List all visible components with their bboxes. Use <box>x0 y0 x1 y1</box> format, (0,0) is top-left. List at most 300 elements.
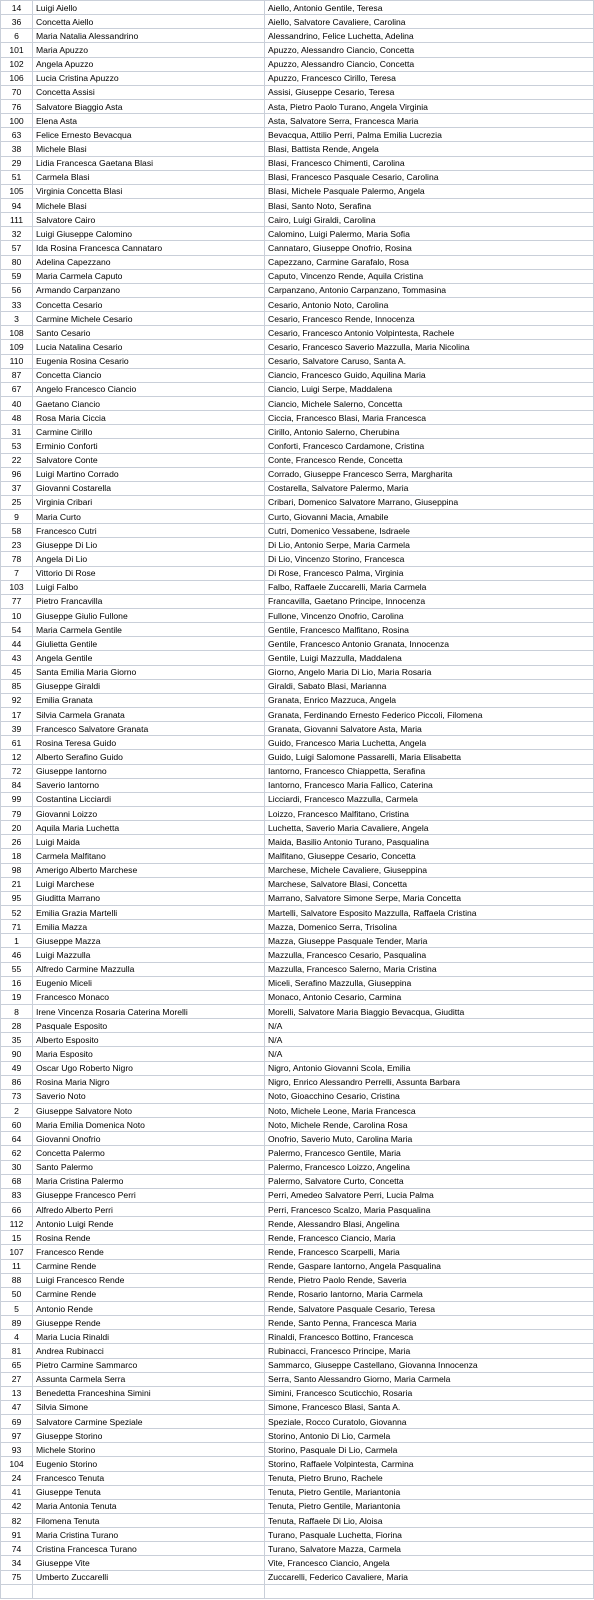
table-row <box>1 1287 594 1301</box>
person-name-cell: Rosa Maria Ciccia <box>33 411 265 425</box>
person-name-cell: Santo Cesario <box>33 326 265 340</box>
record-number-cell: 91 <box>1 1528 33 1542</box>
table-row <box>1 807 594 821</box>
table-row <box>1 580 594 594</box>
table-row <box>1 1570 594 1584</box>
table-row <box>1 495 594 509</box>
person-name-cell: Giuseppe Giraldi <box>33 679 265 693</box>
parents-cell: Malfitano, Giuseppe Cesario, Concetta <box>265 849 594 863</box>
record-number-cell: 25 <box>1 495 33 509</box>
table-row <box>1 1146 594 1160</box>
person-name-cell: Ida Rosina Francesca Cannataro <box>33 241 265 255</box>
person-name-cell: Angela Gentile <box>33 651 265 665</box>
person-name-cell: Francesco Salvatore Granata <box>33 722 265 736</box>
person-name-cell: Francesco Tenuta <box>33 1471 265 1485</box>
record-number-cell: 32 <box>1 227 33 241</box>
person-name-cell: Cristina Francesca Turano <box>33 1542 265 1556</box>
record-number-cell: 106 <box>1 71 33 85</box>
parents-cell: Mazza, Giuseppe Pasquale Tender, Maria <box>265 934 594 948</box>
table-row <box>1 538 594 552</box>
table-row <box>1 976 594 990</box>
parents-cell: N/A <box>265 1033 594 1047</box>
table-row <box>1 396 594 410</box>
person-name-cell: Giuseppe Iantorno <box>33 764 265 778</box>
parents-cell: Rende, Salvatore Pasquale Cesario, Teresa <box>265 1301 594 1315</box>
parents-cell: Ciancio, Francesco Guido, Aquilina Maria <box>265 368 594 382</box>
table-row <box>1 524 594 538</box>
parents-cell: Fullone, Vincenzo Onofrio, Carolina <box>265 609 594 623</box>
person-name-cell: Salvatore Cairo <box>33 213 265 227</box>
parents-cell: Marrano, Salvatore Simone Serpe, Maria Concetta <box>265 891 594 905</box>
person-name-cell: Francesco Monaco <box>33 990 265 1004</box>
parents-cell: Mazzulla, Francesco Cesario, Pasqualina <box>265 948 594 962</box>
person-name-cell: Carmela Malfitano <box>33 849 265 863</box>
table-row <box>1 1160 594 1174</box>
parents-cell: Perri, Amedeo Salvatore Perri, Lucia Palma <box>265 1188 594 1202</box>
record-number-cell: 63 <box>1 128 33 142</box>
parents-cell: Calomino, Luigi Palermo, Maria Sofia <box>265 227 594 241</box>
table-row <box>1 891 594 905</box>
person-name-cell: Pasquale Esposito <box>33 1019 265 1033</box>
table-row <box>1 354 594 368</box>
parents-cell: Blasi, Michele Pasquale Palermo, Angela <box>265 184 594 198</box>
parents-cell: Nigro, Antonio Giovanni Scola, Emilia <box>265 1061 594 1075</box>
table-row <box>1 736 594 750</box>
table-row <box>1 1316 594 1330</box>
person-name-cell: Alberto Esposito <box>33 1033 265 1047</box>
parents-cell: Caputo, Vincenzo Rende, Aquila Cristina <box>265 269 594 283</box>
person-name-cell: Alfredo Alberto Perri <box>33 1202 265 1216</box>
parents-cell: Gentile, Francesco Malfitano, Rosina <box>265 623 594 637</box>
parents-cell: Granata, Giovanni Salvatore Asta, Maria <box>265 722 594 736</box>
person-name-cell: Salvatore Conte <box>33 453 265 467</box>
parents-cell: Palermo, Francesco Loizzo, Angelina <box>265 1160 594 1174</box>
record-number-cell: 48 <box>1 411 33 425</box>
table-row <box>1 877 594 891</box>
table-row <box>1 481 594 495</box>
table-row <box>1 326 594 340</box>
parents-cell: Bevacqua, Attilio Perri, Palma Emilia Lucrezia <box>265 128 594 142</box>
record-number-cell: 29 <box>1 156 33 170</box>
table-row <box>1 227 594 241</box>
record-number-cell: 81 <box>1 1344 33 1358</box>
parents-cell: Cesario, Salvatore Caruso, Santa A. <box>265 354 594 368</box>
person-name-cell: Concetta Aiello <box>33 15 265 29</box>
person-name-cell: Maria Carmela Caputo <box>33 269 265 283</box>
table-row <box>1 1273 594 1287</box>
parents-cell: Asta, Salvatore Serra, Francesca Maria <box>265 114 594 128</box>
person-name-cell: Giuseppe Salvatore Noto <box>33 1103 265 1117</box>
person-name-cell: Erminio Conforti <box>33 439 265 453</box>
table-row <box>1 1075 594 1089</box>
parents-cell: Blasi, Battista Rende, Angela <box>265 142 594 156</box>
person-name-cell: Irene Vincenza Rosaria Caterina Morelli <box>33 1004 265 1018</box>
table-row <box>1 170 594 184</box>
person-name-cell: Benedetta Franceshina Simini <box>33 1386 265 1400</box>
person-name-cell: Andrea Rubinacci <box>33 1344 265 1358</box>
table-row <box>1 15 594 29</box>
record-number-cell: 87 <box>1 368 33 382</box>
person-name-cell: Giulietta Gentile <box>33 637 265 651</box>
record-number-cell: 56 <box>1 283 33 297</box>
record-number-cell: 70 <box>1 85 33 99</box>
parents-cell: Noto, Michele Leone, Maria Francesca <box>265 1103 594 1117</box>
table-row <box>1 637 594 651</box>
record-number-cell: 43 <box>1 651 33 665</box>
record-number-cell: 95 <box>1 891 33 905</box>
person-name-cell: Concetta Cesario <box>33 297 265 311</box>
parents-cell: Di Rose, Francesco Palma, Virginia <box>265 566 594 580</box>
table-row <box>1 1047 594 1061</box>
person-name-cell: Concetta Ciancio <box>33 368 265 382</box>
parents-cell: Rende, Rosario Iantorno, Maria Carmela <box>265 1287 594 1301</box>
table-row <box>1 1330 594 1344</box>
record-number-cell: 83 <box>1 1188 33 1202</box>
record-number-cell: 47 <box>1 1400 33 1414</box>
person-name-cell: Maria Apuzzo <box>33 43 265 57</box>
person-name-cell: Luigi Marchese <box>33 877 265 891</box>
table-row <box>1 1245 594 1259</box>
person-name-cell: Lidia Francesca Gaetana Blasi <box>33 156 265 170</box>
table-row <box>1 1301 594 1315</box>
person-name-cell: Giuseppe Storino <box>33 1429 265 1443</box>
parents-cell: Ciancio, Michele Salerno, Concetta <box>265 396 594 410</box>
table-row <box>1 57 594 71</box>
record-number-cell: 52 <box>1 906 33 920</box>
record-number-cell: 74 <box>1 1542 33 1556</box>
table-row <box>1 764 594 778</box>
table-row <box>1 1556 594 1570</box>
record-number-cell: 73 <box>1 1089 33 1103</box>
person-name-cell: Francesco Cutri <box>33 524 265 538</box>
record-number-cell: 102 <box>1 57 33 71</box>
person-name-cell: Luigi Falbo <box>33 580 265 594</box>
parents-cell: Blasi, Santo Noto, Serafina <box>265 198 594 212</box>
record-number-cell: 76 <box>1 99 33 113</box>
record-number-cell: 42 <box>1 1499 33 1513</box>
parents-cell: Palermo, Salvatore Curto, Concetta <box>265 1174 594 1188</box>
record-number-cell: 1 <box>1 934 33 948</box>
record-number-cell: 108 <box>1 326 33 340</box>
table-row <box>1 651 594 665</box>
parents-cell: Tenuta, Raffaele Di Lio, Aloisa <box>265 1514 594 1528</box>
parents-cell: Assisi, Giuseppe Cesario, Teresa <box>265 85 594 99</box>
person-name-cell: Luigi Aiello <box>33 1 265 15</box>
person-name-cell: Gaetano Ciancio <box>33 396 265 410</box>
parents-cell: Ciccia, Francesco Blasi, Maria Francesca <box>265 411 594 425</box>
person-name-cell: Adelina Capezzano <box>33 255 265 269</box>
record-number-cell: 54 <box>1 623 33 637</box>
person-name-cell: Giuseppe Giulio Fullone <box>33 609 265 623</box>
person-name-cell: Eugenio Storino <box>33 1457 265 1471</box>
record-number-cell: 60 <box>1 1118 33 1132</box>
parents-cell: Sammarco, Giuseppe Castellano, Giovanna Innocenza <box>265 1358 594 1372</box>
table-row <box>1 411 594 425</box>
table-row <box>1 863 594 877</box>
table-row <box>1 1457 594 1471</box>
table-row <box>1 283 594 297</box>
person-name-cell: Alberto Serafino Guido <box>33 750 265 764</box>
person-name-cell: Maria Cristina Turano <box>33 1528 265 1542</box>
table-row <box>1 906 594 920</box>
person-name-cell: Maria Cristina Palermo <box>33 1174 265 1188</box>
parents-cell: Simini, Francesco Scuticchio, Rosaria <box>265 1386 594 1400</box>
person-name-cell: Angela Apuzzo <box>33 57 265 71</box>
person-name-cell: Elena Asta <box>33 114 265 128</box>
record-number-cell: 27 <box>1 1372 33 1386</box>
person-name-cell: Luigi Giuseppe Calomino <box>33 227 265 241</box>
table-row <box>1 1231 594 1245</box>
person-name-cell: Amerigo Alberto Marchese <box>33 863 265 877</box>
parents-cell: Marchese, Michele Cavaliere, Giuseppina <box>265 863 594 877</box>
record-number-cell: 30 <box>1 1160 33 1174</box>
record-number-cell: 65 <box>1 1358 33 1372</box>
person-name-cell: Giuseppe Tenuta <box>33 1485 265 1499</box>
table-row <box>1 1089 594 1103</box>
record-number-cell: 6 <box>1 29 33 43</box>
record-number-cell: 5 <box>1 1301 33 1315</box>
table-row <box>1 990 594 1004</box>
parents-cell: Gentile, Francesco Antonio Granata, Innocenza <box>265 637 594 651</box>
record-number-cell: 71 <box>1 920 33 934</box>
parents-cell: Guido, Luigi Salomone Passarelli, Maria Elisabetta <box>265 750 594 764</box>
table-row <box>1 467 594 481</box>
person-name-cell: Silvia Carmela Granata <box>33 708 265 722</box>
parents-cell: Storino, Antonio Di Lio, Carmela <box>265 1429 594 1443</box>
person-name-cell: Assunta Carmela Serra <box>33 1372 265 1386</box>
parents-cell: Asta, Pietro Paolo Turano, Angela Virginia <box>265 99 594 113</box>
person-name-cell: Giuseppe Di Lio <box>33 538 265 552</box>
person-name-cell: Saverio Noto <box>33 1089 265 1103</box>
parents-cell: Turano, Salvatore Mazza, Carmela <box>265 1542 594 1556</box>
record-number-cell: 50 <box>1 1287 33 1301</box>
parents-cell: Capezzano, Carmine Garafalo, Rosa <box>265 255 594 269</box>
table-row <box>1 213 594 227</box>
record-number-cell: 10 <box>1 609 33 623</box>
record-number-cell: 93 <box>1 1443 33 1457</box>
record-number-cell: 107 <box>1 1245 33 1259</box>
person-name-cell: Armando Carpanzano <box>33 283 265 297</box>
table-row <box>1 1033 594 1047</box>
table-row <box>1 1188 594 1202</box>
person-name-cell: Michele Blasi <box>33 142 265 156</box>
person-name-cell: Maria Emilia Domenica Noto <box>33 1118 265 1132</box>
record-number-cell: 18 <box>1 849 33 863</box>
person-name-cell: Emilia Granata <box>33 693 265 707</box>
table-row <box>1 439 594 453</box>
table-row <box>1 693 594 707</box>
person-name-cell: Virginia Concetta Blasi <box>33 184 265 198</box>
parents-cell: Rinaldi, Francesco Bottino, Francesca <box>265 1330 594 1344</box>
record-number-cell: 39 <box>1 722 33 736</box>
record-number-cell: 66 <box>1 1202 33 1216</box>
person-name-cell: Giuseppe Rende <box>33 1316 265 1330</box>
record-number-cell: 23 <box>1 538 33 552</box>
table-row <box>1 382 594 396</box>
parents-cell: Vite, Francesco Ciancio, Angela <box>265 1556 594 1570</box>
table-row <box>1 1217 594 1231</box>
record-number-cell: 103 <box>1 580 33 594</box>
parents-cell: Apuzzo, Francesco Cirillo, Teresa <box>265 71 594 85</box>
table-row <box>1 750 594 764</box>
table-row <box>1 934 594 948</box>
parents-cell: Cesario, Francesco Antonio Volpintesta, Rachele <box>265 326 594 340</box>
record-number-cell: 3 <box>1 312 33 326</box>
table-row <box>1 792 594 806</box>
record-number-cell: 11 <box>1 1259 33 1273</box>
table-row <box>1 1443 594 1457</box>
person-name-cell: Carmine Rende <box>33 1287 265 1301</box>
record-number-cell: 77 <box>1 594 33 608</box>
table-row <box>1 1118 594 1132</box>
parents-cell: Onofrio, Saverio Muto, Carolina Maria <box>265 1132 594 1146</box>
parents-cell: Blasi, Francesco Chimenti, Carolina <box>265 156 594 170</box>
record-number-cell: 98 <box>1 863 33 877</box>
table-row <box>1 1061 594 1075</box>
parents-cell: Noto, Michele Rende, Carolina Rosa <box>265 1118 594 1132</box>
parents-cell: Marchese, Salvatore Blasi, Concetta <box>265 877 594 891</box>
table-row <box>1 114 594 128</box>
parents-cell: Cairo, Luigi Giraldi, Carolina <box>265 213 594 227</box>
parents-cell: Monaco, Antonio Cesario, Carmina <box>265 990 594 1004</box>
parents-cell: Rende, Francesco Scarpelli, Maria <box>265 1245 594 1259</box>
record-number-cell: 16 <box>1 976 33 990</box>
table-row <box>1 609 594 623</box>
person-name-cell: Pietro Francavilla <box>33 594 265 608</box>
parents-cell: Simone, Francesco Blasi, Santa A. <box>265 1400 594 1414</box>
record-number-cell: 57 <box>1 241 33 255</box>
person-name-cell: Giovanni Loizzo <box>33 807 265 821</box>
person-name-cell: Alfredo Carmine Mazzulla <box>33 962 265 976</box>
record-number-cell: 97 <box>1 1429 33 1443</box>
record-number-cell: 37 <box>1 481 33 495</box>
person-name-cell: Giovanni Onofrio <box>33 1132 265 1146</box>
parents-cell: Apuzzo, Alessandro Ciancio, Concetta <box>265 43 594 57</box>
person-name-cell: Vittorio Di Rose <box>33 566 265 580</box>
record-number-cell: 19 <box>1 990 33 1004</box>
records-table-body <box>1 1 594 1599</box>
parents-cell: N/A <box>265 1047 594 1061</box>
table-row <box>1 241 594 255</box>
record-number-cell: 2 <box>1 1103 33 1117</box>
person-name-cell: Antonio Rende <box>33 1301 265 1315</box>
record-number-cell: 21 <box>1 877 33 891</box>
person-name-cell: Oscar Ugo Roberto Nigro <box>33 1061 265 1075</box>
table-row <box>1 1415 594 1429</box>
parents-cell: Cutri, Domenico Vessabene, Isdraele <box>265 524 594 538</box>
person-name-cell: Carmela Blasi <box>33 170 265 184</box>
record-number-cell: 53 <box>1 439 33 453</box>
table-row <box>1 71 594 85</box>
parents-cell: Rende, Alessandro Blasi, Angelina <box>265 1217 594 1231</box>
parents-cell: Cirillo, Antonio Salerno, Cherubina <box>265 425 594 439</box>
table-row <box>1 920 594 934</box>
table-row <box>1 849 594 863</box>
person-name-cell: Pietro Carmine Sammarco <box>33 1358 265 1372</box>
record-number-cell: 96 <box>1 467 33 481</box>
record-number-cell: 72 <box>1 764 33 778</box>
table-row <box>1 368 594 382</box>
record-number-cell: 100 <box>1 114 33 128</box>
table-row <box>1 340 594 354</box>
record-number-cell: 9 <box>1 510 33 524</box>
person-name-cell: Salvatore Carmine Speziale <box>33 1415 265 1429</box>
record-number-cell: 49 <box>1 1061 33 1075</box>
person-name-cell: Maria Lucia Rinaldi <box>33 1330 265 1344</box>
table-row <box>1 1400 594 1414</box>
record-number-cell: 78 <box>1 552 33 566</box>
table-row <box>1 29 594 43</box>
person-name-cell: Felice Ernesto Bevacqua <box>33 128 265 142</box>
person-name-cell: Giuseppe Vite <box>33 1556 265 1570</box>
record-number-cell: 45 <box>1 665 33 679</box>
person-name-cell: Maria Curto <box>33 510 265 524</box>
table-row <box>1 1514 594 1528</box>
table-row <box>1 1372 594 1386</box>
table-row <box>1 1429 594 1443</box>
record-number-cell: 62 <box>1 1146 33 1160</box>
parents-cell: Palermo, Francesco Gentile, Maria <box>265 1146 594 1160</box>
person-name-cell: Eugenio Miceli <box>33 976 265 990</box>
table-row <box>1 453 594 467</box>
record-number-cell: 14 <box>1 1 33 15</box>
person-name-cell: Concetta Palermo <box>33 1146 265 1160</box>
parents-cell: Noto, Gioacchino Cesario, Cristina <box>265 1089 594 1103</box>
table-row <box>1 1103 594 1117</box>
person-name-cell: Carmine Cirillo <box>33 425 265 439</box>
person-name-cell: Giovanni Costarella <box>33 481 265 495</box>
table-row <box>1 1259 594 1273</box>
person-name-cell: Carmine Michele Cesario <box>33 312 265 326</box>
person-name-cell: Maria Esposito <box>33 1047 265 1061</box>
person-name-cell: Emilia Grazia Martelli <box>33 906 265 920</box>
record-number-cell: 35 <box>1 1033 33 1047</box>
person-name-cell: Giuseppe Mazza <box>33 934 265 948</box>
person-name-cell: Concetta Assisi <box>33 85 265 99</box>
person-name-cell: Angela Di Lio <box>33 552 265 566</box>
table-row <box>1 821 594 835</box>
person-name-cell: Rosina Rende <box>33 1231 265 1245</box>
record-number-cell: 61 <box>1 736 33 750</box>
parents-cell: Gentile, Luigi Mazzulla, Maddalena <box>265 651 594 665</box>
parents-cell: Cesario, Antonio Noto, Carolina <box>265 297 594 311</box>
record-number-cell: 22 <box>1 453 33 467</box>
record-number-cell: 79 <box>1 807 33 821</box>
record-number-cell: 34 <box>1 1556 33 1570</box>
table-row <box>1 198 594 212</box>
record-number-cell: 31 <box>1 425 33 439</box>
record-number-cell <box>1 1584 33 1598</box>
parents-cell: Granata, Ferdinando Ernesto Federico Piccoli, Filomena <box>265 708 594 722</box>
table-row <box>1 1471 594 1485</box>
person-name-cell: Giuseppe Francesco Perri <box>33 1188 265 1202</box>
parents-cell: Apuzzo, Alessandro Ciancio, Concetta <box>265 57 594 71</box>
record-number-cell: 89 <box>1 1316 33 1330</box>
parents-cell: Miceli, Serafino Mazzulla, Giuseppina <box>265 976 594 990</box>
record-number-cell: 51 <box>1 170 33 184</box>
parents-cell: Nigro, Enrico Alessandro Perrelli, Assunta Barbara <box>265 1075 594 1089</box>
parents-cell: Mazza, Domenico Serra, Trisolina <box>265 920 594 934</box>
table-row <box>1 269 594 283</box>
record-number-cell: 90 <box>1 1047 33 1061</box>
table-row <box>1 778 594 792</box>
record-number-cell: 40 <box>1 396 33 410</box>
parents-cell: Cannataro, Giuseppe Onofrio, Rosina <box>265 241 594 255</box>
record-number-cell: 92 <box>1 693 33 707</box>
parents-cell: Storino, Pasquale Di Lio, Carmela <box>265 1443 594 1457</box>
person-name-cell: Carmine Rende <box>33 1259 265 1273</box>
person-name-cell: Costantina Licciardi <box>33 792 265 806</box>
